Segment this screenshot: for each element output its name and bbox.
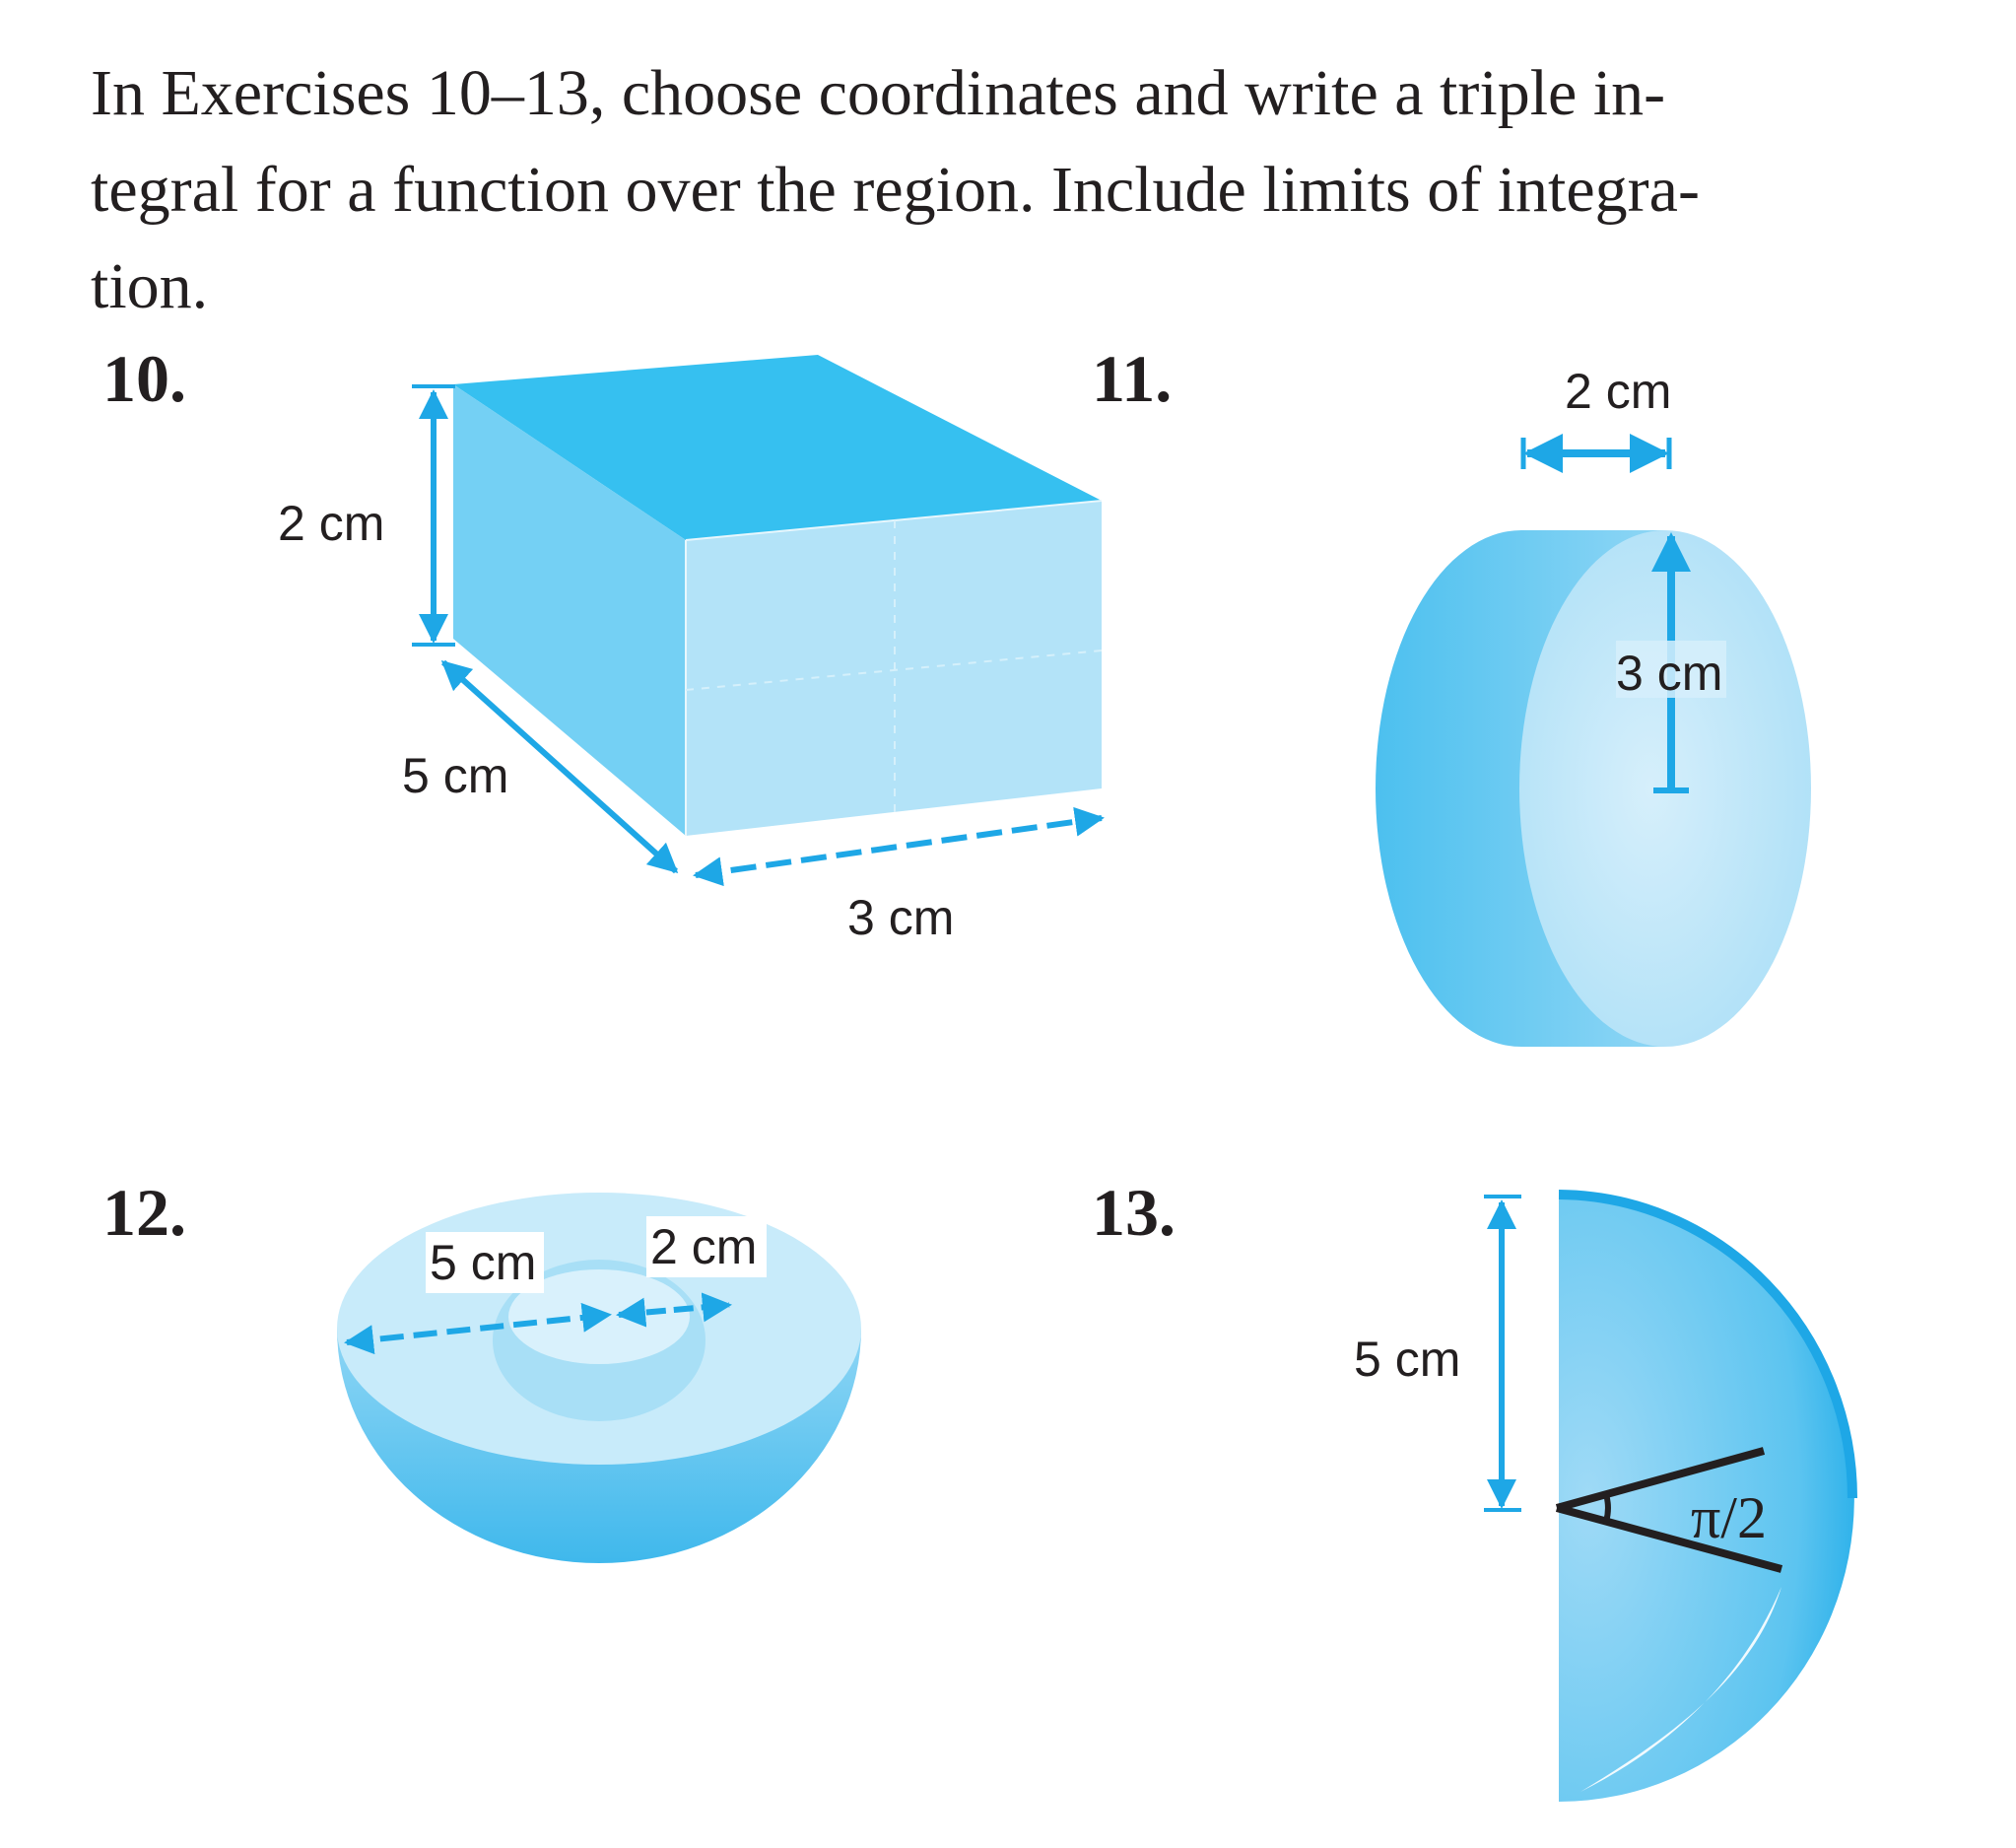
half-ball-figure [1354, 1195, 1854, 1802]
hemisphere-shell-figure [337, 1193, 861, 1563]
box-depth-label: 5 cm [402, 748, 509, 803]
exercise-12-number: 12. [102, 1175, 186, 1250]
exercise-13-number: 13. [1092, 1175, 1176, 1250]
instructions-line-2: tegral for a function over the region. Include limits of integra- [91, 154, 1700, 226]
bowl-inner-radius-label: 2 cm [650, 1219, 758, 1274]
exercise-10-number: 10. [102, 341, 186, 416]
half-ball-angle-label: π/2 [1691, 1485, 1767, 1550]
half-ball-radius-label: 5 cm [1354, 1332, 1461, 1387]
cylinder-radius-label: 3 cm [1616, 646, 1723, 701]
bowl-outer-radius-label: 5 cm [430, 1235, 537, 1290]
instructions-line-1: In Exercises 10–13, choose coordinates and write a triple in- [91, 57, 1666, 129]
cylinder-figure [1376, 364, 1811, 1047]
cylinder-thickness-label: 2 cm [1565, 364, 1672, 419]
box-figure [278, 355, 1102, 945]
exercise-11-number: 11. [1092, 341, 1173, 416]
box-height-label: 2 cm [278, 496, 385, 551]
box-width-label: 3 cm [847, 890, 955, 945]
instructions-line-3: tion. [91, 250, 209, 322]
